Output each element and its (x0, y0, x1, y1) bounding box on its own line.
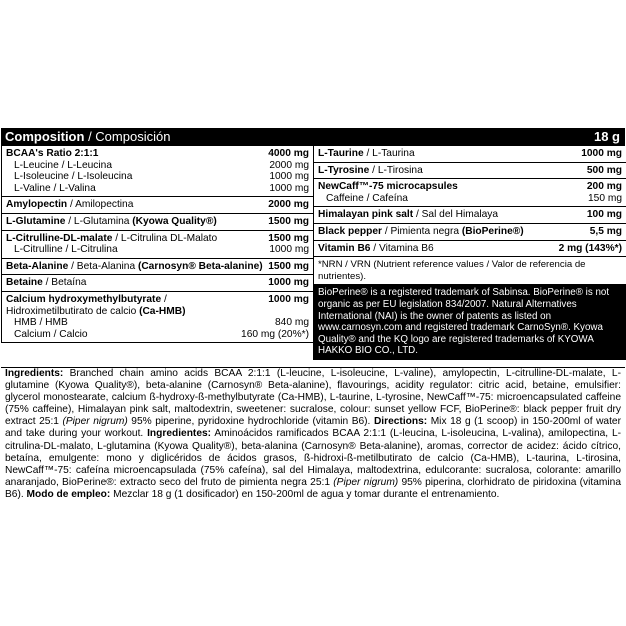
nutrient-line (6, 183, 309, 195)
nrv-note: *NRN / VRN (Nutrient reference values / Valor de referencia de nutrientes). (314, 257, 626, 285)
nutrient-name: Himalayan pink salt / Sal del Himalaya (318, 209, 499, 221)
nutrient-name: L-Tyrosine / L-Tirosina (318, 164, 423, 176)
trademark-notice: BioPerine® is a registered trademark of Sabinsa. BioPerine® is not organic as per EU legislation 834/2007. Natural Alternatives International (NAI) is the owner of patents as listed on www.carnosyn.com and registered trademark CarnoSyn®. Kyowa Quality® and the KQ logo are registered trademarks of KYOWA HAKKO BIO CO., LTD. (314, 285, 626, 360)
nutrient-value: 100 mg (586, 209, 622, 221)
nutrient-line (318, 148, 622, 160)
nutrient-value: 500 mg (586, 164, 622, 176)
nutrient-name: Caffeine / Cafeína (326, 192, 408, 204)
nutrient-row (314, 224, 626, 241)
nutrient-value: 200 mg (586, 181, 622, 193)
nutrient-line (6, 160, 309, 172)
nutrient-line (6, 277, 309, 289)
nutrient-line (6, 294, 309, 306)
nutrient-value: 2 mg (143%*) (558, 242, 622, 254)
nutrient-value: 1500 mg (268, 260, 309, 272)
nutrient-name: HMB / HMB (14, 317, 68, 329)
nutrient-row (314, 179, 626, 207)
nutrient-row (2, 275, 313, 292)
nutrient-row (314, 146, 626, 163)
nutrient-row (314, 207, 626, 224)
nutrient-line (318, 226, 622, 238)
nutrient-name: L-Citrulline-DL-malate / L-Citrulina DL-Malato (6, 232, 218, 244)
nutrient-line (318, 181, 622, 193)
nutrient-line (6, 233, 309, 245)
nutrient-line (6, 329, 309, 341)
nutrient-value: 840 mg (275, 317, 309, 329)
nutrient-name: Black pepper / Pimienta negra (BioPerine®) (318, 225, 524, 237)
nutrient-line (6, 306, 309, 318)
serving-weight: 18 g (593, 129, 620, 144)
left-nutrient-column (1, 146, 313, 343)
nutrient-value: 2000 mg (269, 159, 309, 171)
nutrient-name: Calcium hydroxymethylbutyrate / (6, 293, 167, 305)
ingredients-text: Ingredients: Branched chain amino acids BCAA 2:1:1 (L-leucine, L-isoleucine, L-valine), amylopectin, L-citrulline-DL-malate, L-glutamine (Kyowa Quality®), beta-alanine (Carnosyn® Beta-alanine), flavourings, acidity regulator: citric acid, betaine, emulsifier: glycerol monostearate, calcium ß-hydroxy-ß-methylbutyrate (Ca-HMB), L-taurine, L-tyrosine, NewCaff™-75: microencapsulated caffeine (75% caffeine), Himalayan pink salt, maltodextrin, sweetener: sucralose, colour: sunset yellow FCF, BioPerine®: black pepper fruit dry extract 25:1 (Piper nigrum) 95% piperine, pyridoxine hydrochloride (vitamin B6). Directions: Mix 18 g (1 scoop) in 150-200ml of water and take during your workout. Ingredientes: Aminoácidos ramificados BCAA 2:1:1 (L-leucina, L-isoleucina, L-valina), amilopectina, L-citrulina-DL-malato, L-glutamina (Kyowa Quality®), beta-alanina (Carnosyn® Beta-alanine), aromas, corrector de acidez: ácido cítrico, betaína, emulgente: mono y diglicéridos de ácidos grasos, ß-hidroxi-ß-metilbutirato de calcio (Ca-HMB), L-taurina, L-tirosina, NewCaff™-75: cafeína microencapsulada (75% cafeína), sal del Himalaya, maltodextrina, edulcorante: sucralosa, colorante: amarillo anaranjado, BioPerine®: extracto seco del fruto de pimienta negra 25:1 (Piper nigrum) 95% piperina, clorhidrato de piridoxina (vitamina B6). Modo de empleo: Mezclar 18 g (1 dosificador) en 150-200ml de agua y tomar durante el entrenamiento. (1, 367, 625, 501)
nutrient-row (2, 292, 313, 343)
nutrient-value: 5,5 mg (589, 225, 622, 237)
composition-header (1, 128, 625, 146)
nutrient-row (2, 231, 313, 259)
nutrient-name: NewCaff™-75 microcapsules (318, 181, 458, 193)
nutrient-name: L-Glutamine / L-Glutamina (Kyowa Quality®) (6, 215, 217, 227)
nutrient-value: 1000 mg (581, 148, 622, 159)
nutrient-value: 1000 mg (268, 293, 309, 305)
nutrient-row (314, 163, 626, 180)
nutrient-value: 1000 mg (269, 244, 309, 256)
nutrient-name: Betaine / Betaína (6, 277, 87, 289)
nutrient-line (6, 216, 309, 228)
nutrient-value: 4000 mg (268, 148, 309, 159)
nutrient-name: L-Leucine / L-Leucina (14, 159, 112, 171)
nutrient-row (2, 197, 313, 214)
nutrient-line (318, 193, 622, 205)
nutrient-name: Calcium / Calcio (14, 328, 88, 340)
nutrient-value: 2000 mg (268, 199, 309, 211)
nutrient-line (6, 244, 309, 256)
nutrient-name: L-Valine / L-Valina (14, 182, 96, 194)
nutrient-row (2, 146, 313, 197)
nutrient-name: Amylopectin / Amilopectina (6, 199, 134, 211)
nutrient-line (6, 148, 309, 160)
nutrient-line (6, 317, 309, 329)
nutrient-line (318, 209, 622, 221)
nutrient-value: 160 mg (20%*) (241, 328, 309, 340)
nutrient-value: 150 mg (588, 192, 622, 204)
nutrient-row (2, 259, 313, 276)
nutrient-line (318, 243, 622, 255)
nutrient-name: L-Citrulline / L-Citrulina (14, 244, 118, 256)
nutrient-line (318, 165, 622, 177)
nutrient-value: 1000 mg (269, 171, 309, 183)
nutrient-value: 1500 mg (268, 215, 309, 227)
nutrient-name: Hidroximetilbutirato de calcio (Ca-HMB) (6, 305, 186, 317)
right-nutrient-column (313, 146, 626, 360)
nutrient-name: L-Isoleucine / L-Isoleucina (14, 171, 133, 183)
composition-title: Composition / Composición (5, 129, 171, 144)
nutrient-value: 1500 mg (268, 232, 309, 244)
nutrient-line (6, 171, 309, 183)
nutrient-row (2, 214, 313, 231)
nutrient-row (314, 241, 626, 258)
nutrient-name: L-Taurine / L-Taurina (318, 148, 415, 159)
nutrient-line (6, 199, 309, 211)
nutrient-name: Beta-Alanine / Beta-Alanina (Carnosyn® Beta-alanine) (6, 260, 263, 272)
nutrient-name: BCAA's Ratio 2:1:1 (6, 148, 99, 159)
nutrient-value: 1000 mg (269, 182, 309, 194)
nutrient-value: 1000 mg (268, 277, 309, 289)
nutrient-line (6, 261, 309, 273)
nutrient-name: Vitamin B6 / Vitamina B6 (318, 242, 434, 254)
